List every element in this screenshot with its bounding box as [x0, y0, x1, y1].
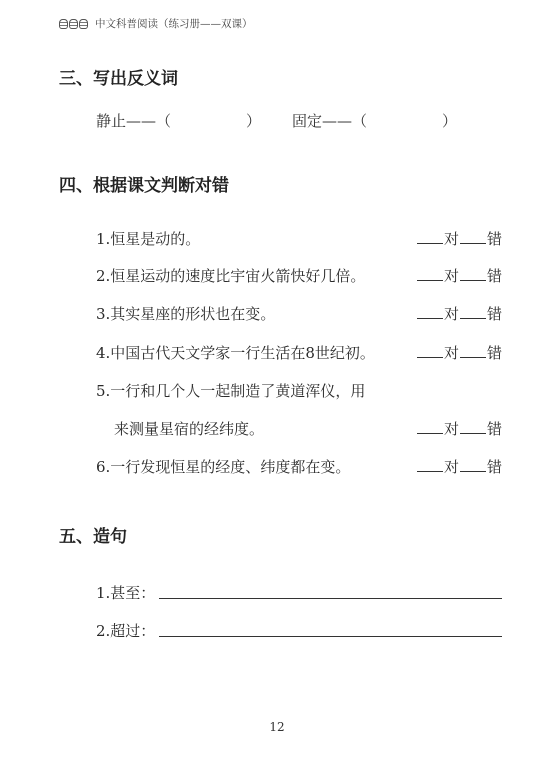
true-label: 对: [443, 344, 459, 362]
statement-text: 1.恒星是动的。: [96, 230, 201, 248]
header-title: 中文科普阅读（练习册——双课）: [95, 18, 253, 30]
true-false-row: [96, 418, 502, 440]
false-answer-blank[interactable]: [460, 418, 486, 434]
answer-marks: [416, 418, 502, 439]
page-number: 12: [269, 720, 285, 734]
false-label: 错: [486, 420, 502, 438]
true-false-row: [96, 342, 502, 364]
antonym-item-1: 静止——（ ）: [96, 112, 262, 130]
true-label: 对: [443, 458, 459, 476]
sentence-word-label: 1.甚至：: [96, 584, 156, 602]
false-label: 错: [486, 230, 502, 248]
answer-marks: [416, 265, 502, 286]
true-false-row: [96, 265, 502, 287]
true-label: 对: [443, 305, 459, 323]
true-answer-blank[interactable]: [417, 228, 443, 244]
antonym-item-2: 固定——（ ）: [292, 112, 458, 130]
false-answer-blank[interactable]: [460, 265, 486, 281]
true-label: 对: [443, 267, 459, 285]
statement-text: 2.恒星运动的速度比宇宙火箭快好几倍。: [96, 267, 366, 285]
true-answer-blank[interactable]: [417, 418, 443, 434]
true-answer-blank[interactable]: [417, 303, 443, 319]
answer-marks: [416, 342, 502, 363]
book-series-logo-icon: [59, 19, 89, 29]
sentence-answer-line[interactable]: [159, 598, 502, 599]
statement-text: 5.一行和几个人一起制造了黄道浑仪，用: [96, 382, 366, 400]
section-antonyms-title: 三、写出反义词: [59, 69, 178, 89]
false-label: 错: [486, 344, 502, 362]
true-answer-blank[interactable]: [417, 456, 443, 472]
answer-marks: [416, 303, 502, 324]
section-true-false-title: 四、根据课文判断对错: [59, 176, 229, 196]
false-answer-blank[interactable]: [460, 228, 486, 244]
section-sentences-title: 五、造句: [59, 527, 127, 547]
sentence-row: [96, 582, 502, 604]
true-false-row: [96, 456, 502, 478]
statement-text-continued: 来测量星宿的经纬度。: [114, 420, 265, 438]
true-answer-blank[interactable]: [417, 342, 443, 358]
true-false-row: [96, 228, 502, 250]
true-false-row: [96, 380, 502, 402]
statement-text: 6.一行发现恒星的经度、纬度都在变。: [96, 458, 351, 476]
false-answer-blank[interactable]: [460, 342, 486, 358]
answer-marks: [416, 456, 502, 477]
statement-text: 4.中国古代天文学家一行生活在8世纪初。: [96, 344, 375, 362]
answer-marks: [416, 228, 502, 249]
true-false-row: [96, 303, 502, 325]
true-answer-blank[interactable]: [417, 265, 443, 281]
statement-text: 3.其实星座的形状也在变。: [96, 305, 276, 323]
false-label: 错: [486, 305, 502, 323]
false-label: 错: [486, 267, 502, 285]
sentence-answer-line[interactable]: [159, 636, 502, 637]
sentence-word-label: 2.超过：: [96, 622, 156, 640]
false-label: 错: [486, 458, 502, 476]
true-label: 对: [443, 420, 459, 438]
false-answer-blank[interactable]: [460, 456, 486, 472]
true-label: 对: [443, 230, 459, 248]
sentence-row: [96, 620, 502, 642]
page-header: [59, 16, 253, 31]
false-answer-blank[interactable]: [460, 303, 486, 319]
